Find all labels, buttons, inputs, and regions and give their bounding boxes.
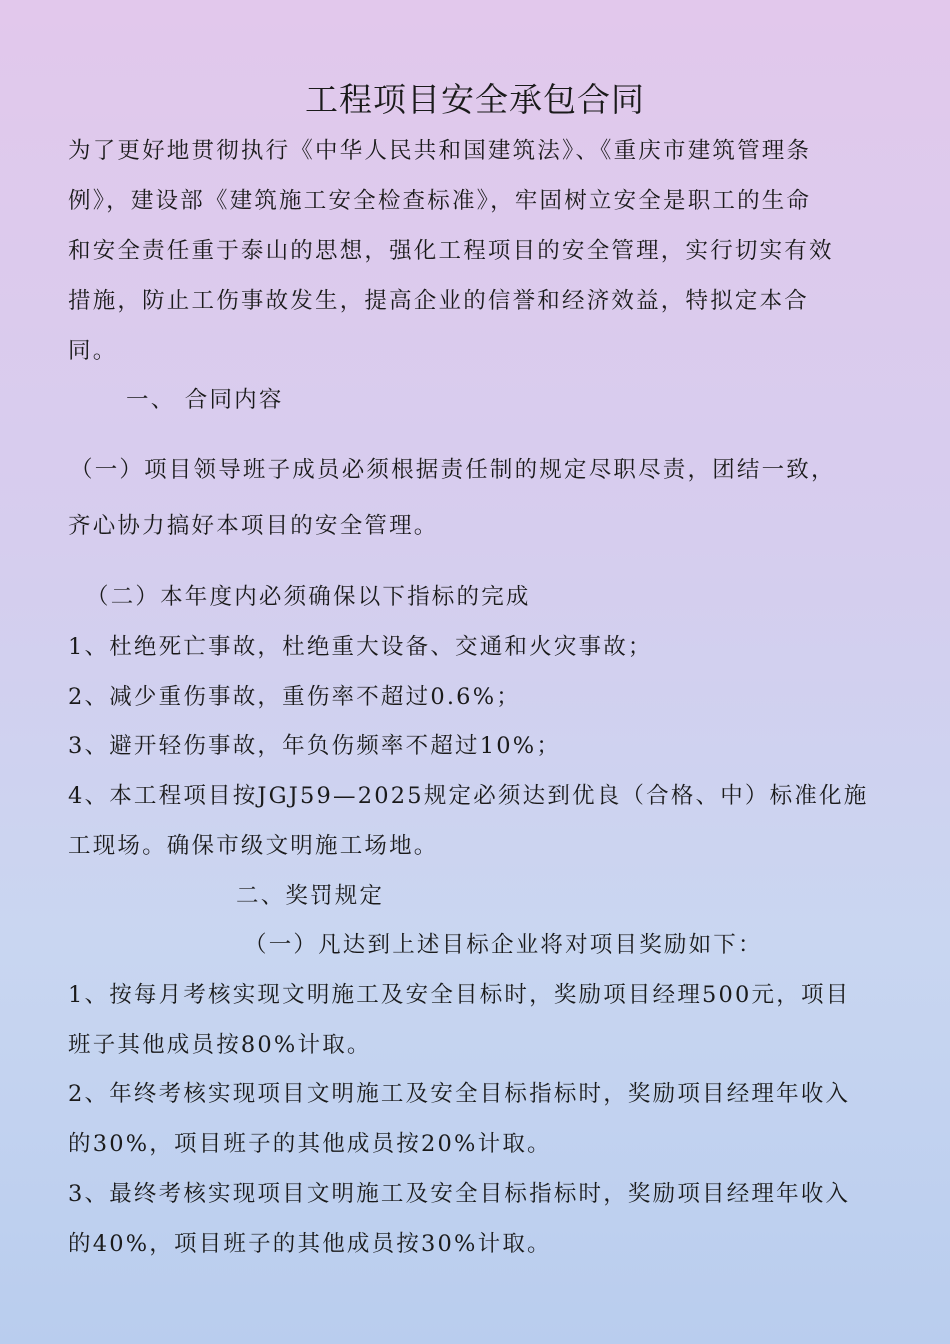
section1-item2-heading: （二）本年度内必须确保以下指标的完成 [86, 584, 531, 610]
reward-line-2: 班子其他成员按80%计取。 [68, 1032, 372, 1058]
section2-heading: 二、奖罚规定 [236, 883, 385, 909]
reward-line-6: 的40%，项目班子的其他成员按30%计取。 [68, 1231, 552, 1257]
section1-item1-line-1: （一）项目领导班子成员必须根据责任制的规定尽职尽责，团结一致， [70, 457, 836, 483]
target-line-1: 1、杜绝死亡事故，杜绝重大设备、交通和火灾事故； [68, 634, 653, 660]
intro-line-2: 例》，建设部《建筑施工安全检查标准》，牢固树立安全是职工的生命 [68, 188, 812, 214]
intro-line-3: 和安全责任重于泰山的思想，强化工程项目的安全管理，实行切实有效 [68, 238, 834, 264]
document-title: 工程项目安全承包合同 [305, 80, 645, 119]
section1-item1-line-2: 齐心协力搞好本项目的安全管理。 [68, 513, 439, 539]
reward-line-3: 2、年终考核实现项目文明施工及安全目标指标时，奖励项目经理年收入 [68, 1081, 851, 1107]
reward-line-4: 的30%，项目班子的其他成员按20%计取。 [68, 1131, 552, 1157]
reward-line-1: 1、按每月考核实现文明施工及安全目标时，奖励项目经理500元，项目 [68, 982, 851, 1008]
section1-heading: 一、 合同内容 [126, 387, 284, 413]
reward-line-5: 3、最终考核实现项目文明施工及安全目标指标时，奖励项目经理年收入 [68, 1181, 851, 1207]
intro-line-5: 同。 [68, 338, 118, 364]
intro-line-4: 措施，防止工伤事故发生，提高企业的信誉和经济效益，特拟定本合 [68, 288, 810, 314]
target-line-2: 2、减少重伤事故，重伤率不超过0.6%； [68, 684, 521, 710]
intro-line-1: 为了更好地贯彻执行《中华人民共和国建筑法》、《重庆市建筑管理条 [68, 138, 812, 164]
section2-sub-heading: （一）凡达到上述目标企业将对项目奖励如下： [244, 932, 763, 958]
target-line-4: 4、本工程项目按JGJ59—2025规定必须达到优良（合格、中）标准化施 [68, 783, 869, 809]
target-line-3: 3、避开轻伤事故，年负伤频率不超过10%； [68, 733, 562, 759]
target-line-5: 工现场。确保市级文明施工场地。 [68, 833, 439, 859]
